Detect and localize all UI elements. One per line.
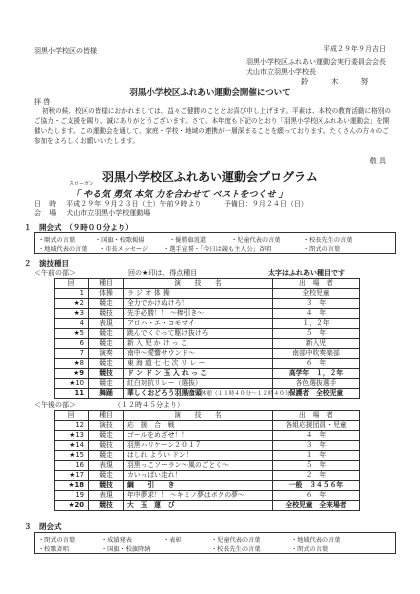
event-type: 表現 [89,319,124,329]
event-name: ラ ジ オ 体 操 [124,289,273,299]
event-type: 表現 [89,491,124,501]
event-type: 競技 [89,501,124,511]
event-type: 競走 [89,451,124,461]
event-name: 華しくおどろう羽黒音頭 [124,389,273,399]
event-name: 跳んでくぐって駆け抜けろ [124,329,273,339]
event-type: 表現 [89,461,124,471]
event-type: 競走 [89,359,124,369]
event-participants: 各組応援団員・児童 [273,421,360,431]
event-participants: １ 年 [273,451,360,461]
event-number: ★3 [55,309,89,319]
event-number: 16 [55,461,89,471]
event-name: ゴールをめざせ！！ [124,431,273,441]
header-cell: 回 [55,411,89,421]
table-row [55,441,360,451]
letter-date: 平成２９年９月吉日 [323,45,386,53]
event-number: 1 [55,289,89,299]
event-name: 紅白対抗リレー（選抜） [124,379,273,389]
event-participants: ６ 年 [273,491,360,501]
event-type: 競走 [89,299,124,309]
opening-item: ・選手宣誓・「今日は競も主人公」斉唱 [163,246,272,253]
event-type: 競技 [89,309,124,319]
table-row [55,339,360,349]
am-program-table [54,278,360,399]
event-participants: 新入児 [273,339,360,349]
event-participants: ２ 年 [273,471,360,481]
sender-line-1: 羽黒小学校区ふれあい運動会実行委員会会長 [246,58,386,66]
addressee: 羽黒小学校区の皆様 [34,47,97,55]
event-number: ★18 [55,481,89,491]
header-cell: 種目 [89,411,124,421]
event-type: 演技 [89,421,124,431]
event-number: ★8 [55,359,89,369]
event-name: ド ン ド ン 玉 入 れ っ こ [124,369,273,379]
closing-item: ・閉式の言葉 [291,546,329,553]
event-name: 羽黒っこソーラン～風のごとく～ [124,461,273,471]
table-row [55,501,360,511]
event-participants: ４ 年 [273,431,360,441]
table-row [55,329,360,339]
event-number: ★14 [55,441,89,451]
event-number: 12 [55,421,89,431]
slogan-close-quote: 」 [278,190,288,200]
event-number: ★20 [55,501,89,511]
event-type: 競走 [89,379,124,389]
event-name: 東 海 道 七 七 次 リ レ ー [124,359,273,369]
opening-item: ・市長メッセージ [99,246,149,253]
event-participants: ５ 年 [273,329,360,339]
event-number: ★17 [55,471,89,481]
rain-date: 予備日：９月２４日（日） [223,200,308,208]
event-number: 6 [55,339,89,349]
event-participants: ５ 年 [273,461,360,471]
closing-item: ・閉式の言葉 [38,537,76,544]
header-cell: 出 場 者 [273,411,360,421]
event-type: 舞踊 [89,389,124,399]
opening-item: ・児童代表の言葉 [231,237,281,244]
event-type: 演奏 [89,349,124,359]
event-participants: 南部中吹奏楽部 [273,349,360,359]
event-participants: １，２年 [273,319,360,329]
venue-value: 犬山市立羽黒小学校運動場 [66,209,151,217]
section-events-title: ２ 演技種目 [24,259,69,268]
closing-item: ・地域代表の言葉 [291,537,341,544]
event-type: 競走 [89,339,124,349]
date-label: 日 時 [34,200,60,208]
opening-item: ・優勝旗返還 [169,237,207,244]
event-participants: ３ 年 [273,299,360,309]
header-cell: 演 技 名 [124,279,273,289]
event-number: ★2 [55,299,89,309]
table-row [55,369,360,379]
table-row [55,359,360,369]
event-type: 競走 [89,329,124,339]
event-name: 大 玉 運 び [124,501,273,511]
event-participants: 各色選抜選手 [273,379,360,389]
event-name: 羽黒ハリケーン２０１７ [124,441,273,451]
venue-label: 会 場 [34,209,60,217]
closing-item: ・成績発表 [101,537,132,544]
pm-label: ＜午後の部＞ [34,401,76,409]
program-title: 羽黒小学校区ふれあい運動会プログラム [102,170,318,184]
table-row [55,319,360,329]
event-number: 11 [55,389,89,399]
table-row [55,491,360,501]
event-type: 競技 [89,441,124,451]
opening-items-box [34,232,396,254]
closing-item: ・国旗・校旗降納 [101,546,151,553]
lunch-break-note: 昼食・休憩（１１時４０分～１２時４０分） [184,391,296,397]
opening-item: ・地域代表の言葉 [38,246,88,253]
event-name: 綱 引 き [124,481,273,491]
closing-item: ・表彰 [163,537,182,544]
event-name: アロハ・エ・コモマイ [124,319,273,329]
event-number: ★5 [55,329,89,339]
event-number: 4 [55,319,89,329]
event-type: 競技 [89,369,124,379]
table-row [55,379,360,389]
table-row [55,481,360,491]
section-opening-title: １ 開会式 （９時００分より） [24,223,133,232]
header-cell: 出 場 者 [273,279,360,289]
table-row [55,461,360,471]
letter-heading: 羽黒小学校区ふれあい運動会開催について [129,88,291,98]
event-participants: 高学年 １，２年 [273,369,360,379]
event-number: 19 [55,491,89,501]
event-name: カいっぱい走れ！ [124,471,273,481]
sender-line-2: 犬山市立羽黒小学校長 [246,68,316,76]
event-number: ★10 [55,379,89,389]
table-header-row [55,411,360,421]
event-type: 体操 [89,289,124,299]
am-legend: 回の★印は、得点種目 [128,269,198,277]
table-row [55,431,360,441]
table-row [55,471,360,481]
header-cell: 種目 [89,279,124,289]
pm-program-table [54,410,360,511]
event-name: 応 援 合 戦 [124,421,273,431]
header-cell: 回 [55,279,89,289]
salutation: 拝 啓 [34,98,51,106]
event-participants: ３ 年 [273,441,360,451]
table-row [55,289,360,299]
venue-row [34,208,150,218]
table-row [55,299,360,309]
letter-body: 初秋の候、校区の皆様におかれましては、益々ご健勝のこととお喜び申し上げます。平素は、本校の教育活動に格別のご協力・ご支援を賜り、誠にありがとうございます。さて、本年度も下記のとおり「羽黒小学校区ふれあい運動会」を開催いたします。この運動会を通して、家庭・学校・地域の連携が一層深まることを願っております。たくさんの方々のご参加をよろしくお願いいたします。 [34,107,391,145]
closing: 敬 具 [369,157,386,165]
pm-time: （１２時４５分より） [114,401,184,409]
opening-item: ・校長先生の言葉 [303,237,353,244]
event-participants: ４ 年 [273,309,360,319]
opening-item: ・閉式の言葉 [303,246,341,253]
opening-item: ・開式の言葉 [38,237,76,244]
date-value: 平成２９年 ９月２３日（土）午前９時より [66,200,202,208]
event-name: 年中夢求！！ ～キミノ夢はボクの夢～ [124,491,273,501]
am-label: ＜午前の部＞ [34,269,76,277]
event-participants: 保護者 全校児童 [273,389,360,399]
closing-items-box [34,532,396,554]
event-type: 競走 [89,471,124,481]
section-closing-title: ３ 閉会式 [24,522,62,531]
table-row [55,421,360,431]
event-type: 競技 [89,481,124,491]
slogan-ruby: スローガン [69,181,94,187]
table-row [55,349,360,359]
closing-item: ・児童代表の言葉 [211,537,261,544]
table-row [55,309,360,319]
event-participants: ６ 年 [273,359,360,369]
event-name: 先手必勝！！ ～棒引き～ [124,309,273,319]
header-cell: 演 技 名 [124,411,273,421]
event-number: ★9 [55,369,89,379]
event-number: ★15 [55,451,89,461]
event-number: 7 [55,349,89,359]
event-type: 競走 [89,431,124,441]
event-number: ★13 [55,431,89,441]
slogan-open-quote: 「 [71,190,81,200]
slogan-text: やる気 勇気 本気 力を合わせて ベストをつくせ [83,190,276,200]
sender-name: 鈴 木 努 [301,77,379,86]
event-name: 南中～愛響サウンド～ [124,349,273,359]
event-name: 新 入 児 か け っ こ [124,339,273,349]
am-note: 太字はふれあい種目です [268,269,345,277]
table-row [55,451,360,461]
event-participants: 全校児童 全来場者 [273,501,360,511]
sender-block [246,57,386,87]
closing-item: ・校長先生の言葉 [211,546,261,553]
event-name: 全力でかけぬけろ！ [124,299,273,309]
closing-item: ・校歌斉唱 [38,546,69,553]
event-name: はしれ ようい ドン！ [124,451,273,461]
opening-item: ・国旗・校歌掲揚 [95,237,145,244]
event-participants: 一般 ３４５６年 [273,481,360,491]
table-header-row [55,279,360,289]
event-participants: 全校児童 [273,289,360,299]
